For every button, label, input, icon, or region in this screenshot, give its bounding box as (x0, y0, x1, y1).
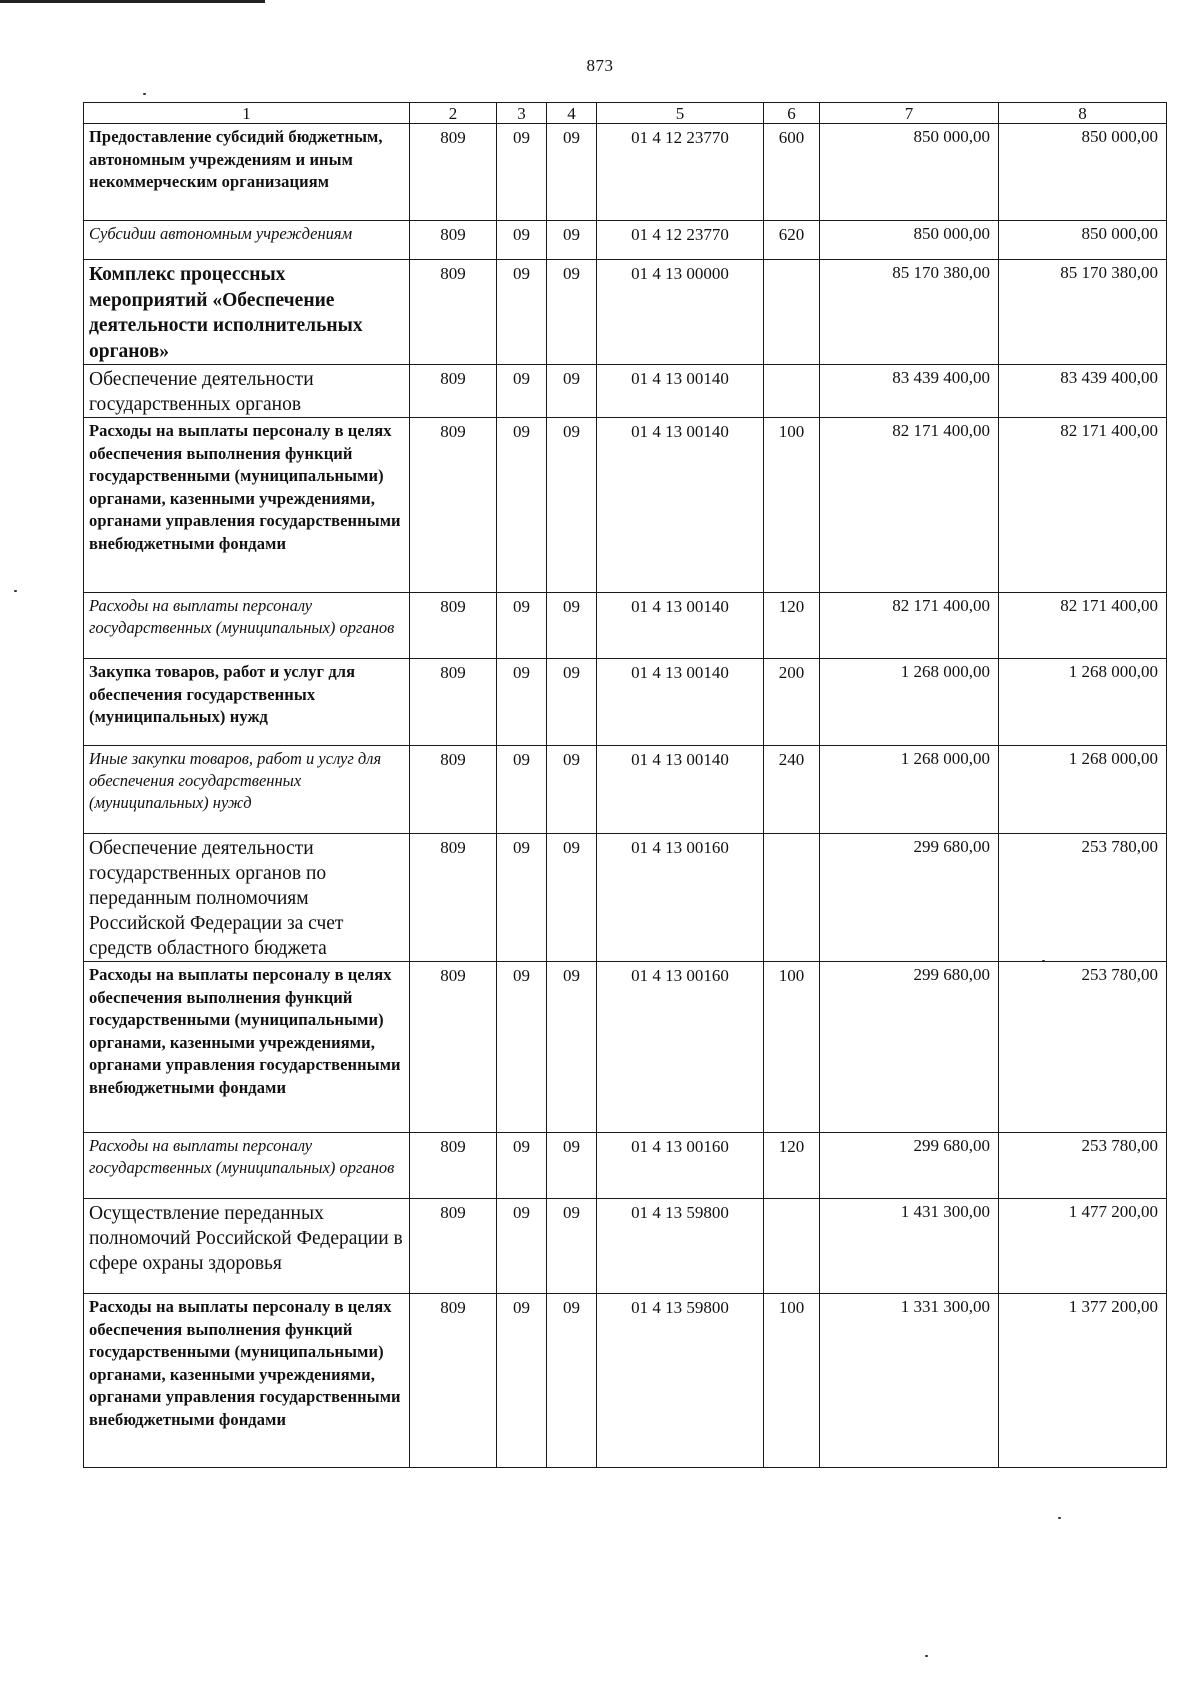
row-description: Расходы на выплаты персоналу государственных (муниципальных) органов (89, 596, 395, 637)
table-row (84, 260, 1167, 365)
target-article-code: 01 4 13 00000 (597, 260, 764, 365)
department-code: 809 (410, 834, 497, 962)
target-article-code: 01 4 12 23770 (597, 221, 764, 260)
amount-year-2: 253 780,00 (999, 1133, 1167, 1199)
row-description: Расходы на выплаты персоналу в целях обеспечения выполнения функций государственными (муниципальными) органами, казенными учреждениями, органами управления государственными внебюджетными фондами (89, 421, 401, 553)
header-cell: 3 (497, 103, 547, 124)
amount-year-2: 850 000,00 (999, 221, 1167, 260)
amount-year-1: 1 268 000,00 (820, 659, 999, 746)
department-code: 809 (410, 124, 497, 221)
target-article-code: 01 4 13 00140 (597, 593, 764, 659)
amount-year-1: 299 680,00 (820, 962, 999, 1133)
subsection-code: 09 (547, 365, 597, 418)
target-article-code: 01 4 13 00160 (597, 962, 764, 1133)
amount-year-2: 82 171 400,00 (999, 593, 1167, 659)
row-description-cell (84, 593, 410, 659)
department-code: 809 (410, 1294, 497, 1468)
page-number: 873 (586, 56, 614, 75)
section-code: 09 (497, 1294, 547, 1468)
expense-type-code: 200 (764, 659, 820, 746)
target-article-code: 01 4 13 59800 (597, 1199, 764, 1294)
row-description: Обеспечение деятельности государственных органов (89, 369, 314, 415)
row-description: Обеспечение деятельности государственных органов по переданным полномочиям Российской Федерации за счет средств областного бюджета (89, 838, 344, 959)
row-description: Предоставление субсидий бюджетным, автономным учреждениям и иным некоммерческим организациям (89, 127, 383, 191)
row-description-cell (84, 1199, 410, 1294)
subsection-code: 09 (547, 260, 597, 365)
row-description-cell (84, 834, 410, 962)
header-cell: 8 (999, 103, 1167, 124)
target-article-code: 01 4 13 59800 (597, 1294, 764, 1468)
amount-year-2: 1 477 200,00 (999, 1199, 1167, 1294)
section-code: 09 (497, 418, 547, 593)
row-description-cell (84, 124, 410, 221)
scan-speck (925, 1655, 928, 1657)
budget-table (83, 102, 1167, 1468)
table-row (84, 365, 1167, 418)
department-code: 809 (410, 593, 497, 659)
expense-type-code: 120 (764, 1133, 820, 1199)
section-code: 09 (497, 260, 547, 365)
subsection-code: 09 (547, 593, 597, 659)
table-row (84, 1199, 1167, 1294)
expense-type-code: 620 (764, 221, 820, 260)
row-description: Расходы на выплаты персоналу в целях обеспечения выполнения функций государственными (муниципальными) органами, казенными учреждениями, органами управления государственными внебюджетными фондами (89, 1297, 401, 1429)
subsection-code: 09 (547, 221, 597, 260)
row-description: Расходы на выплаты персоналу в целях обеспечения выполнения функций государственными (муниципальными) органами, казенными учреждениями, органами управления государственными внебюджетными фондами (89, 965, 401, 1097)
expense-type-code: 600 (764, 124, 820, 221)
row-description-cell (84, 418, 410, 593)
amount-year-1: 299 680,00 (820, 1133, 999, 1199)
row-description: Закупка товаров, работ и услуг для обеспечения государственных (муниципальных) нужд (89, 662, 356, 726)
header-cell: 7 (820, 103, 999, 124)
subsection-code: 09 (547, 746, 597, 834)
table-row (84, 1294, 1167, 1468)
amount-year-2: 83 439 400,00 (999, 365, 1167, 418)
subsection-code: 09 (547, 962, 597, 1133)
header-cell: 5 (597, 103, 764, 124)
department-code: 809 (410, 962, 497, 1133)
subsection-code: 09 (547, 1133, 597, 1199)
department-code: 809 (410, 221, 497, 260)
target-article-code: 01 4 13 00160 (597, 1133, 764, 1199)
table-row (84, 221, 1167, 260)
row-description-cell (84, 365, 410, 418)
expense-type-code: 100 (764, 1294, 820, 1468)
amount-year-1: 850 000,00 (820, 124, 999, 221)
target-article-code: 01 4 13 00140 (597, 746, 764, 834)
scan-speck (143, 93, 146, 95)
row-description: Иные закупки товаров, работ и услуг для обеспечения государственных (муниципальных) нужд (89, 749, 382, 812)
section-code: 09 (497, 1133, 547, 1199)
amount-year-1: 850 000,00 (820, 221, 999, 260)
amount-year-1: 85 170 380,00 (820, 260, 999, 365)
expense-type-code (764, 260, 820, 365)
scan-edge-line (0, 0, 265, 3)
amount-year-1: 1 331 300,00 (820, 1294, 999, 1468)
row-description-cell (84, 221, 410, 260)
department-code: 809 (410, 1199, 497, 1294)
department-code: 809 (410, 418, 497, 593)
subsection-code: 09 (547, 418, 597, 593)
section-code: 09 (497, 834, 547, 962)
expense-type-code (764, 365, 820, 418)
table-row (84, 1133, 1167, 1199)
amount-year-2: 253 780,00 (999, 834, 1167, 962)
row-description-cell (84, 260, 410, 365)
header-cell: 2 (410, 103, 497, 124)
amount-year-1: 83 439 400,00 (820, 365, 999, 418)
amount-year-2: 253 780,00 (999, 962, 1167, 1133)
row-description: Расходы на выплаты персоналу государственных (муниципальных) органов (89, 1136, 395, 1177)
amount-year-2: 1 268 000,00 (999, 659, 1167, 746)
amount-year-1: 1 268 000,00 (820, 746, 999, 834)
header-cell: 1 (84, 103, 410, 124)
scan-speck (14, 590, 17, 592)
table-row (84, 746, 1167, 834)
row-description: Осуществление переданных полномочий Российской Федерации в сфере охраны здоровья (89, 1203, 403, 1274)
table-row (84, 124, 1167, 221)
scan-speck (1058, 1517, 1061, 1519)
target-article-code: 01 4 13 00140 (597, 659, 764, 746)
amount-year-1: 82 171 400,00 (820, 593, 999, 659)
amount-year-2: 82 171 400,00 (999, 418, 1167, 593)
section-code: 09 (497, 365, 547, 418)
row-description: Субсидии автономным учреждениям (89, 224, 353, 243)
subsection-code: 09 (547, 124, 597, 221)
expense-type-code: 240 (764, 746, 820, 834)
row-description-cell (84, 746, 410, 834)
table-header-row (84, 103, 1167, 124)
amount-year-1: 82 171 400,00 (820, 418, 999, 593)
section-code: 09 (497, 593, 547, 659)
amount-year-2: 850 000,00 (999, 124, 1167, 221)
row-description-cell (84, 659, 410, 746)
section-code: 09 (497, 746, 547, 834)
header-cell: 4 (547, 103, 597, 124)
department-code: 809 (410, 365, 497, 418)
target-article-code: 01 4 12 23770 (597, 124, 764, 221)
table-row (84, 659, 1167, 746)
table-row (84, 418, 1167, 593)
department-code: 809 (410, 260, 497, 365)
table-row (84, 962, 1167, 1133)
row-description: Комплекс процессных мероприятий «Обеспечение деятельности исполнительных органов» (89, 264, 363, 362)
amount-year-2: 85 170 380,00 (999, 260, 1167, 365)
amount-year-2: 1 268 000,00 (999, 746, 1167, 834)
section-code: 09 (497, 1199, 547, 1294)
header-cell: 6 (764, 103, 820, 124)
amount-year-2: 1 377 200,00 (999, 1294, 1167, 1468)
expense-type-code: 100 (764, 962, 820, 1133)
row-description-cell (84, 1133, 410, 1199)
amount-year-1: 299 680,00 (820, 834, 999, 962)
section-code: 09 (497, 659, 547, 746)
department-code: 809 (410, 659, 497, 746)
target-article-code: 01 4 13 00160 (597, 834, 764, 962)
table-row (84, 834, 1167, 962)
target-article-code: 01 4 13 00140 (597, 418, 764, 593)
subsection-code: 09 (547, 1294, 597, 1468)
subsection-code: 09 (547, 659, 597, 746)
table-row (84, 593, 1167, 659)
amount-year-1: 1 431 300,00 (820, 1199, 999, 1294)
section-code: 09 (497, 124, 547, 221)
expense-type-code: 120 (764, 593, 820, 659)
section-code: 09 (497, 221, 547, 260)
subsection-code: 09 (547, 1199, 597, 1294)
department-code: 809 (410, 746, 497, 834)
expense-type-code: 100 (764, 418, 820, 593)
subsection-code: 09 (547, 834, 597, 962)
row-description-cell (84, 1294, 410, 1468)
department-code: 809 (410, 1133, 497, 1199)
expense-type-code (764, 834, 820, 962)
target-article-code: 01 4 13 00140 (597, 365, 764, 418)
row-description-cell (84, 962, 410, 1133)
section-code: 09 (497, 962, 547, 1133)
expense-type-code (764, 1199, 820, 1294)
